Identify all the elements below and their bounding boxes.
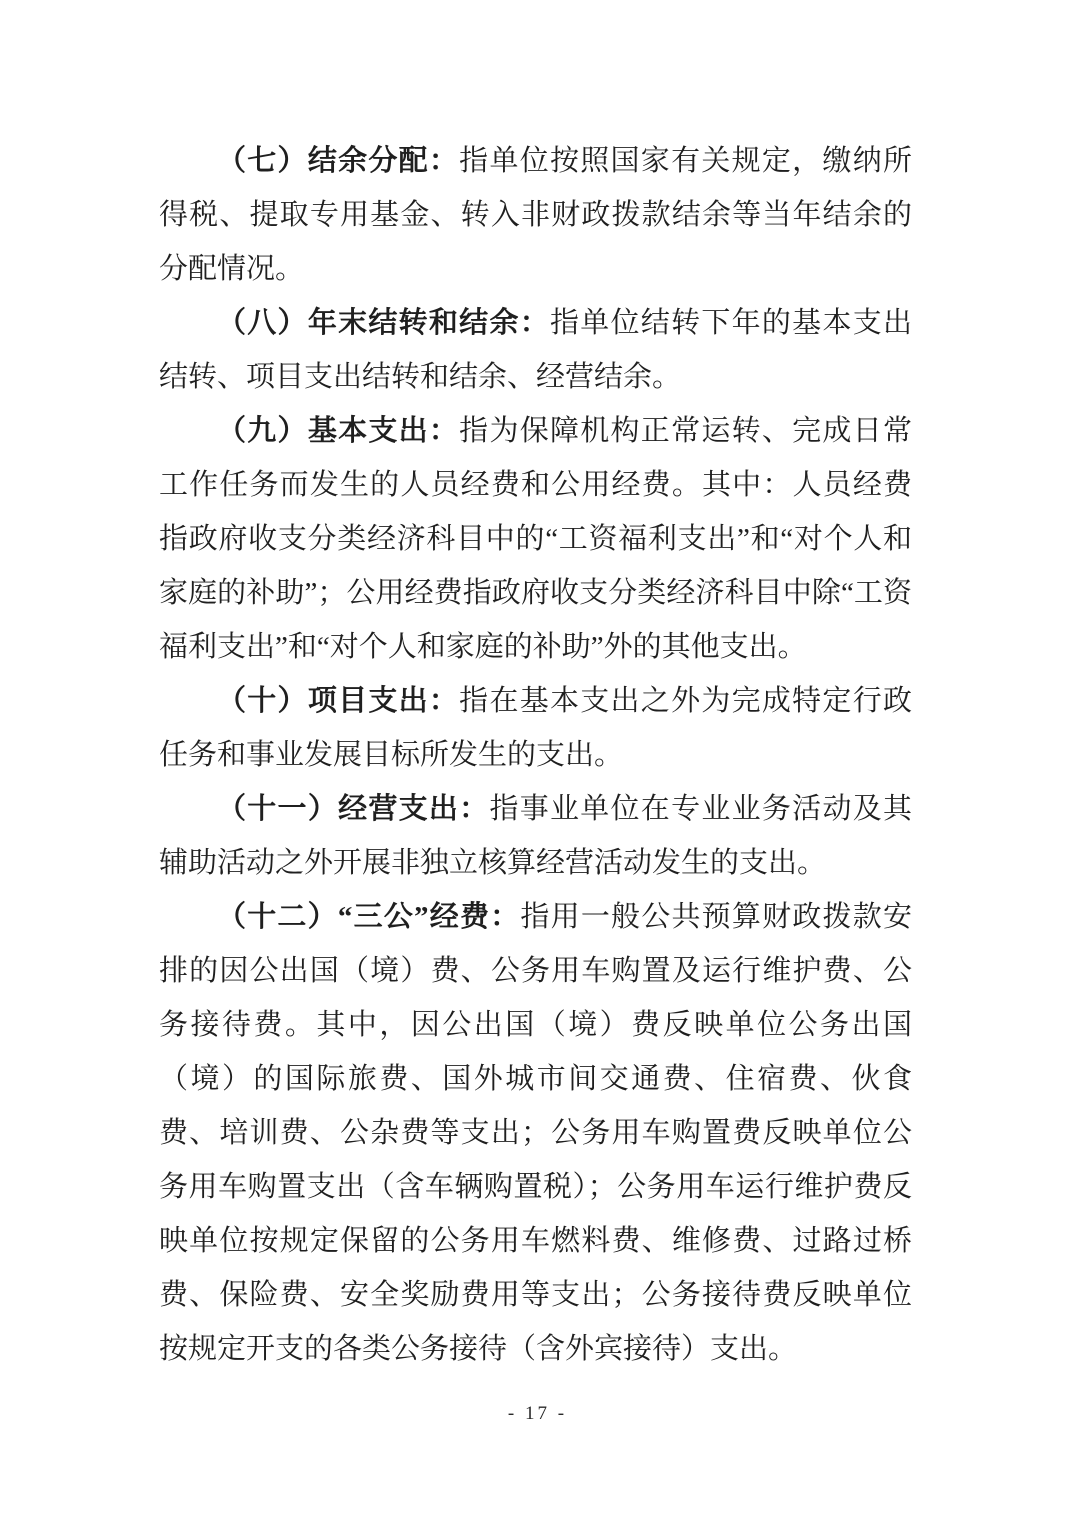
paragraph — [159, 782, 912, 890]
paragraph-body: 指单位按照国家有关规定，缴纳所得税、提取专用基金、转入非财政拨款结余等当年结余的分配情况。 — [159, 145, 912, 285]
paragraph — [159, 134, 912, 296]
paragraph-label: （九）基本支出： — [217, 415, 460, 447]
paragraph — [159, 890, 912, 1376]
paragraph-body: 指事业单位在专业业务活动及其辅助活动之外开展非独立核算经营活动发生的支出。 — [159, 793, 912, 879]
paragraph-body: 指用一般公共预算财政拨款安排的因公出国（境）费、公务用车购置及运行维护费、公务接待费。其中，因公出国（境）费反映单位公务出国（境）的国际旅费、国外城市间交通费、住宿费、伙食费、培训费、公杂费等支出；公务用车购置费反映单位公务用车购置支出（含车辆购置税）；公务用车运行维护费反映单位按规定保留的公务用车燃料费、维修费、过路过桥费、保险费、安全奖励费用等支出；公务接待费反映单位按规定开支的各类公务接待（含外宾接待）支出。 — [159, 901, 912, 1365]
paragraph-body: 指单位结转下年的基本支出结转、项目支出结转和结余、经营结余。 — [159, 307, 912, 393]
paragraph-label: （八）年末结转和结余： — [217, 307, 550, 339]
paragraph-body: 指在基本支出之外为完成特定行政任务和事业发展目标所发生的支出。 — [159, 685, 912, 771]
paragraph — [159, 296, 912, 404]
document-body — [159, 134, 912, 1376]
page-number: - 17 - — [507, 1403, 568, 1424]
paragraph-label: （十一）经营支出： — [217, 793, 490, 825]
paragraph-body: 指为保障机构正常运转、完成日常工作任务而发生的人员经费和公用经费。其中：人员经费指政府收支分类经济科目中的“工资福利支出”和“对个人和家庭的补助”；公用经费指政府收支分类经济科目中除“工资福利支出”和“对个人和家庭的补助”外的其他支出。 — [159, 415, 912, 663]
paragraph-label: （十二）“三公”经费： — [217, 901, 521, 933]
paragraph-label: （七）结余分配： — [217, 145, 460, 177]
page-footer — [0, 1403, 1075, 1425]
paragraph — [159, 404, 912, 674]
paragraph-label: （十）项目支出： — [217, 685, 460, 717]
paragraph — [159, 674, 912, 782]
